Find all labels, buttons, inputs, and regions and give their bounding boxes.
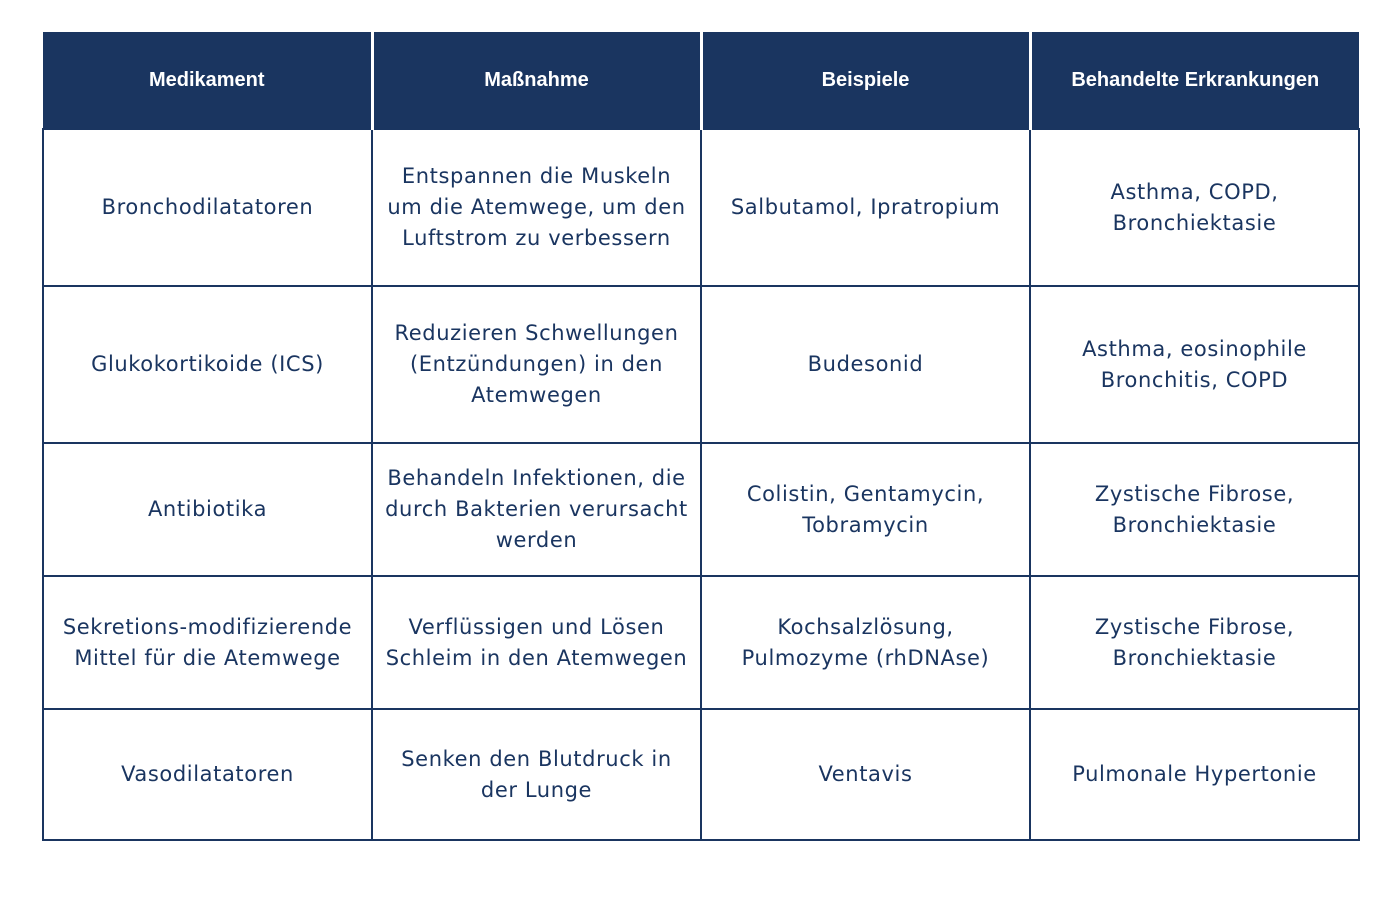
header-medikament: Medikament xyxy=(43,32,372,129)
cell-text: Asthma, eosinophile Bronchitis, COPD xyxy=(1082,336,1307,392)
header-erkrankungen: Behandelte Erkrankungen xyxy=(1030,32,1359,129)
cell-erkrankungen xyxy=(1030,129,1359,286)
cell-beispiele xyxy=(701,443,1030,576)
cell-massnahme xyxy=(372,286,701,443)
table-row xyxy=(43,709,1359,840)
cell-text: Reduzieren Schwellungen (Entzündungen) in den Atemwegen xyxy=(394,321,679,407)
cell-text: Colistin, Gentamycin, Tobramycin xyxy=(746,481,985,537)
table-row xyxy=(43,286,1359,443)
cell-text: Asthma, COPD, Bronchiektasie xyxy=(1110,179,1279,235)
cell-text: Sekretions-modifizierende Mittel für die Atemwege xyxy=(62,614,353,670)
cell-medikament xyxy=(43,286,372,443)
cell-beispiele xyxy=(701,576,1030,709)
cell-massnahme xyxy=(372,443,701,576)
cell-beispiele xyxy=(701,286,1030,443)
cell-massnahme xyxy=(372,129,701,286)
table-row xyxy=(43,443,1359,576)
cell-beispiele xyxy=(701,709,1030,840)
cell-text: Budesonid xyxy=(807,352,924,376)
cell-text: Entspannen die Muskeln um die Atemwege, um den Luftstrom zu verbessern xyxy=(387,164,686,250)
medication-table xyxy=(42,32,1360,841)
cell-text: Ventavis xyxy=(818,762,913,786)
cell-medikament xyxy=(43,709,372,840)
cell-beispiele xyxy=(701,129,1030,286)
cell-erkrankungen xyxy=(1030,286,1359,443)
cell-erkrankungen xyxy=(1030,709,1359,840)
header-row xyxy=(43,32,1359,129)
cell-text: Pulmonale Hypertonie xyxy=(1072,762,1317,786)
cell-text: Vasodilatatoren xyxy=(121,762,294,786)
cell-text: Senken den Blutdruck in der Lunge xyxy=(401,746,672,802)
cell-massnahme xyxy=(372,709,701,840)
cell-text: Antibiotika xyxy=(147,497,268,521)
cell-medikament xyxy=(43,443,372,576)
table-header xyxy=(43,32,1359,129)
header-massnahme: Maßnahme xyxy=(372,32,701,129)
cell-medikament xyxy=(43,576,372,709)
cell-text: Salbutamol, Ipratropium xyxy=(730,195,1001,219)
cell-text: Behandeln Infektionen, die durch Bakterien verursacht werden xyxy=(385,466,688,552)
cell-text: Glukokortikoide (ICS) xyxy=(91,352,324,376)
cell-text: Zystische Fibrose, Bronchiektasie xyxy=(1094,481,1295,537)
table-row xyxy=(43,576,1359,709)
cell-text: Bronchodilatatoren xyxy=(101,195,314,219)
cell-medikament xyxy=(43,129,372,286)
table-body xyxy=(43,129,1359,840)
cell-erkrankungen xyxy=(1030,443,1359,576)
cell-massnahme xyxy=(372,576,701,709)
cell-erkrankungen xyxy=(1030,576,1359,709)
table-row xyxy=(43,129,1359,286)
cell-text: Zystische Fibrose, Bronchiektasie xyxy=(1094,614,1295,670)
cell-text: Verflüssigen und Lösen Schleim in den Atemwegen xyxy=(385,614,688,670)
header-beispiele: Beispiele xyxy=(701,32,1030,129)
cell-text: Kochsalzlösung, Pulmozyme (rhDNAse) xyxy=(741,614,990,670)
